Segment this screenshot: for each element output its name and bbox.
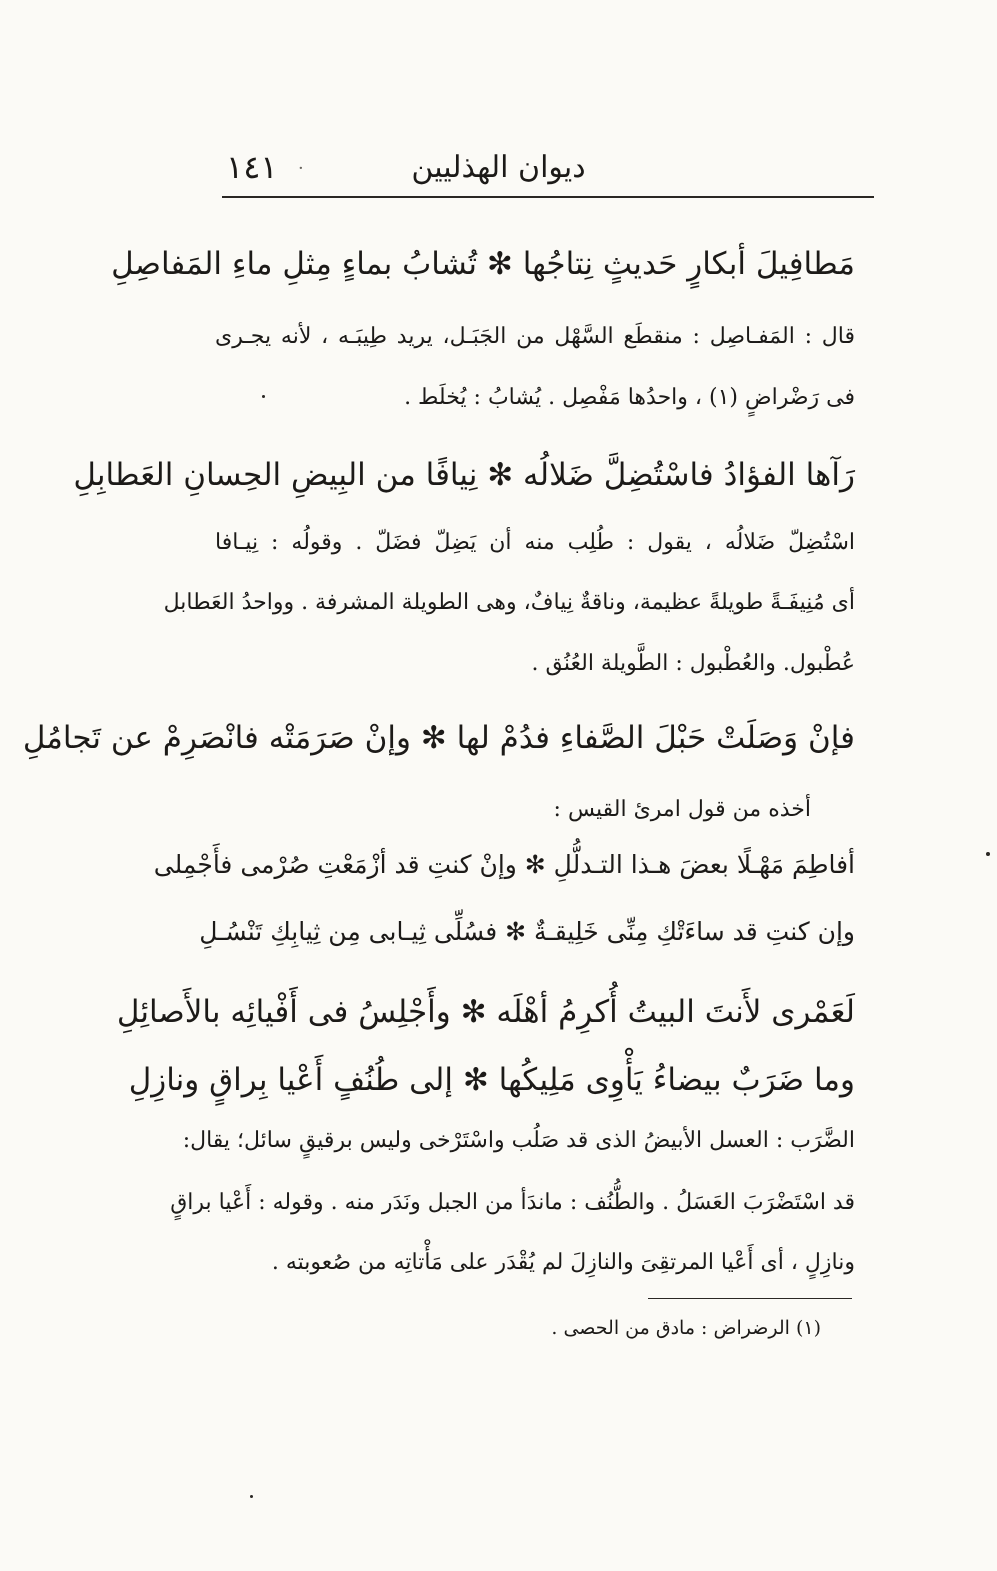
header-rule — [222, 196, 874, 198]
verse-1: مَطافِيلَ أبكارٍ حَديثٍ نِتاجُها ✻ تُشابُ بماءٍ مِثلِ ماءِ المَفاصِلِ — [111, 246, 855, 282]
commentary-3-line-3: ونازِلٍ ، أى أَعْيا المرتقِىَ والنازِلَ لم يُقْدَر على مَأْتاتِه من صُعوبته . — [271, 1250, 855, 1275]
footnote-rule — [648, 1298, 852, 1299]
header-dots: · — [298, 158, 304, 179]
running-title: ديوان الهذليين — [411, 150, 586, 185]
commentary-3-line-1: الضَّرَب : العسل الأبيضُ الذى قد صَلُب واسْتَرْخى وليس برقيقٍ سائل؛ يقال: — [182, 1128, 855, 1153]
commentary-1-line-1: قال : المَفـاصِل : منقطَع السَّهْل من الجَبَـل، يريد طِيبَـه ، لأنه يجـرى — [215, 324, 855, 349]
stray-mark — [986, 852, 990, 856]
stray-mark — [262, 395, 265, 398]
footnote: (١) الرضراض : مادق من الحصى . — [551, 1317, 821, 1339]
verse-3: فإنْ وَصَلَتْ حَبْلَ الصَّفاءِ فدُمْ لها ✻ وإنْ صَرَمَتْه فانْصَرِمْ عن تَجامُلِ — [22, 720, 855, 756]
commentary-2-line-1: اسْتُضِلّ ضَلالُه ، يقول : طُلِب منه أن يَضِلّ فضَلّ . وقولُه : نِيـافا — [215, 530, 855, 555]
verse-5: وما ضَرَبٌ بيضاءُ يَأْوِى مَلِيكُها ✻ إلى طُنُفٍ أَعْيا بِراقٍ ونازِلِ — [128, 1062, 855, 1098]
verse-4: لَعَمْرى لأَنتَ البيتُ أُكرِمُ أهْلَه ✻ وأَجْلِسُ فى أَفْيائِه بالأَصائِلِ — [116, 994, 855, 1030]
commentary-1-line-2: فى رَضْراضٍ (١) ، واحدُها مَفْصِل . يُشابُ : يُخلَط . — [404, 385, 855, 410]
page-number: ١٤١ — [226, 148, 278, 186]
commentary-3-line-2: قد اسْتَضْرَبَ العَسَلُ . والطُّنُف : ماندَأ من الجبل ونَدَر منه . وقوله : أَعْيا براقٍ — [170, 1190, 855, 1215]
commentary-2-line-3: عُطْبول. والعُطْبول : الطَّويلة العُنُق . — [531, 651, 855, 676]
quoted-verse-2: وإن كنتِ قد ساءَتْكِ مِنِّى خَلِيقـةٌ ✻ فسُلِّى ثِيـابى مِن ثِيابِكِ تَنْسُـلِ — [199, 917, 855, 946]
commentary-2-line-2: أى مُنِيفَـةً طويلةً عظيمة، وناقةٌ نِيافٌ، وهى الطويلة المشرفة . وواحدُ العَطابل — [163, 590, 855, 615]
stray-mark — [250, 1495, 253, 1498]
verse-2: رَآها الفؤادُ فاسْتُضِلَّ ضَلالُه ✻ نِيافًا من البِيضِ الحِسانِ العَطابِلِ — [73, 457, 855, 493]
quotation-intro: أخذه من قول امرئ القيس : — [553, 797, 811, 822]
quoted-verse-1: أفاطِمَ مَهْـلًا بعضَ هـذا التـدلُّلِ ✻ وإنْ كنتِ قد أزْمَعْتِ صُرْمى فأَجْمِلى — [153, 850, 855, 879]
